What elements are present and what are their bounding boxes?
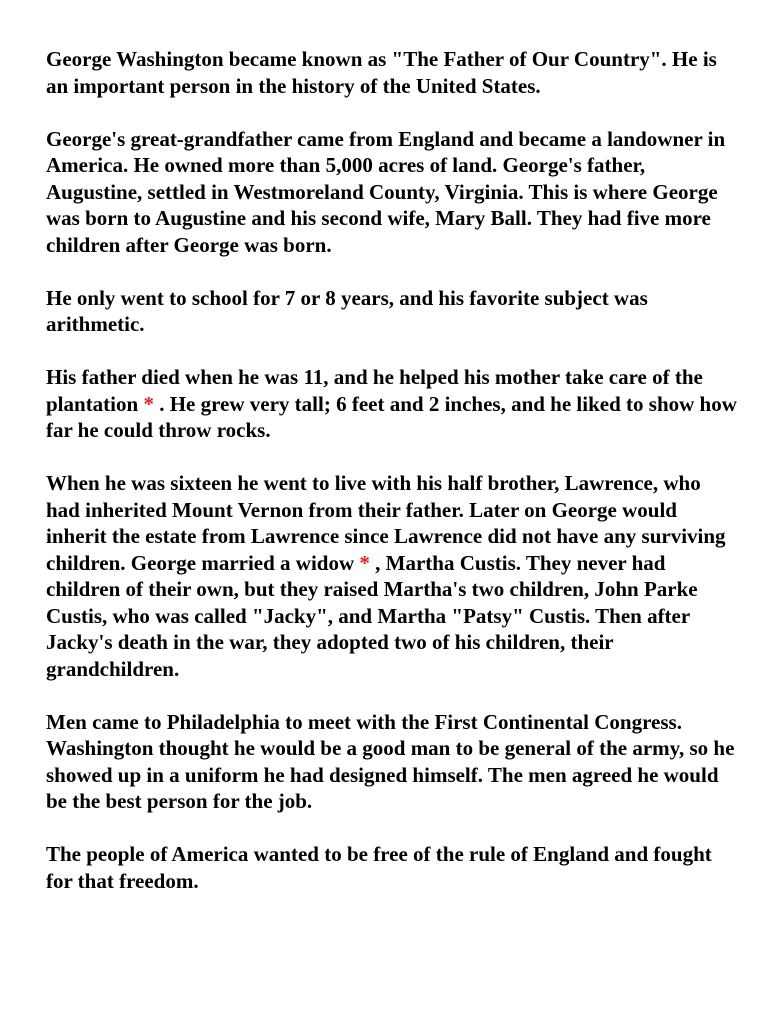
paragraph-continental-congress: Men came to Philadelphia to meet with the First Continental Congress. Washington thought he would be a good man to be general of the army, so he showed up in a uniform he had designed himself. The men agreed he would be the best person for the job. bbox=[46, 709, 735, 813]
paragraph-plantation bbox=[46, 364, 738, 444]
paragraph-family-history: George's great-grandfather came from England and became a landowner in America. He owned more than 5,000 acres of land. George's father, Augustine, settled in Westmoreland County, Virginia. This is where George was born to Augustine and his second wife, Mary Ball. They had five more children after George was born. bbox=[46, 126, 726, 257]
paragraph-freedom: The people of America wanted to be free of the rule of England and fought for that freedom. bbox=[46, 842, 712, 893]
paragraph-text: His father died when he was 11, and he helped his mother take care of the plantation bbox=[46, 365, 703, 416]
glossary-asterisk-marker[interactable]: * bbox=[143, 391, 154, 416]
paragraph-mount-vernon bbox=[46, 470, 738, 682]
paragraph-text: . He grew very tall; 6 feet and 2 inches, and he liked to show how far he could throw rocks. bbox=[46, 391, 737, 442]
paragraph-schooling: He only went to school for 7 or 8 years, and his favorite subject was arithmetic. bbox=[46, 285, 648, 336]
paragraph-father-of-country: George Washington became known as "The Father of Our Country". He is an important person in the history of the United States. bbox=[46, 47, 717, 98]
glossary-asterisk-marker[interactable]: * bbox=[359, 550, 370, 575]
paragraph-text: , Martha Custis. They never had children of their own, but they raised Martha's two children, John Parke Custis, who was called "Jacky", and Martha "Patsy" Custis. Then after Jacky's death in the war, they adopted two of his children, their grandchildren. bbox=[46, 550, 698, 681]
paragraph-text: When he was sixteen he went to live with his half brother, Lawrence, who had inherited Mount Vernon from their father. Later on George would inherit the estate from Lawrence since Lawrence did not have any surviving children. George married a widow bbox=[46, 471, 726, 575]
